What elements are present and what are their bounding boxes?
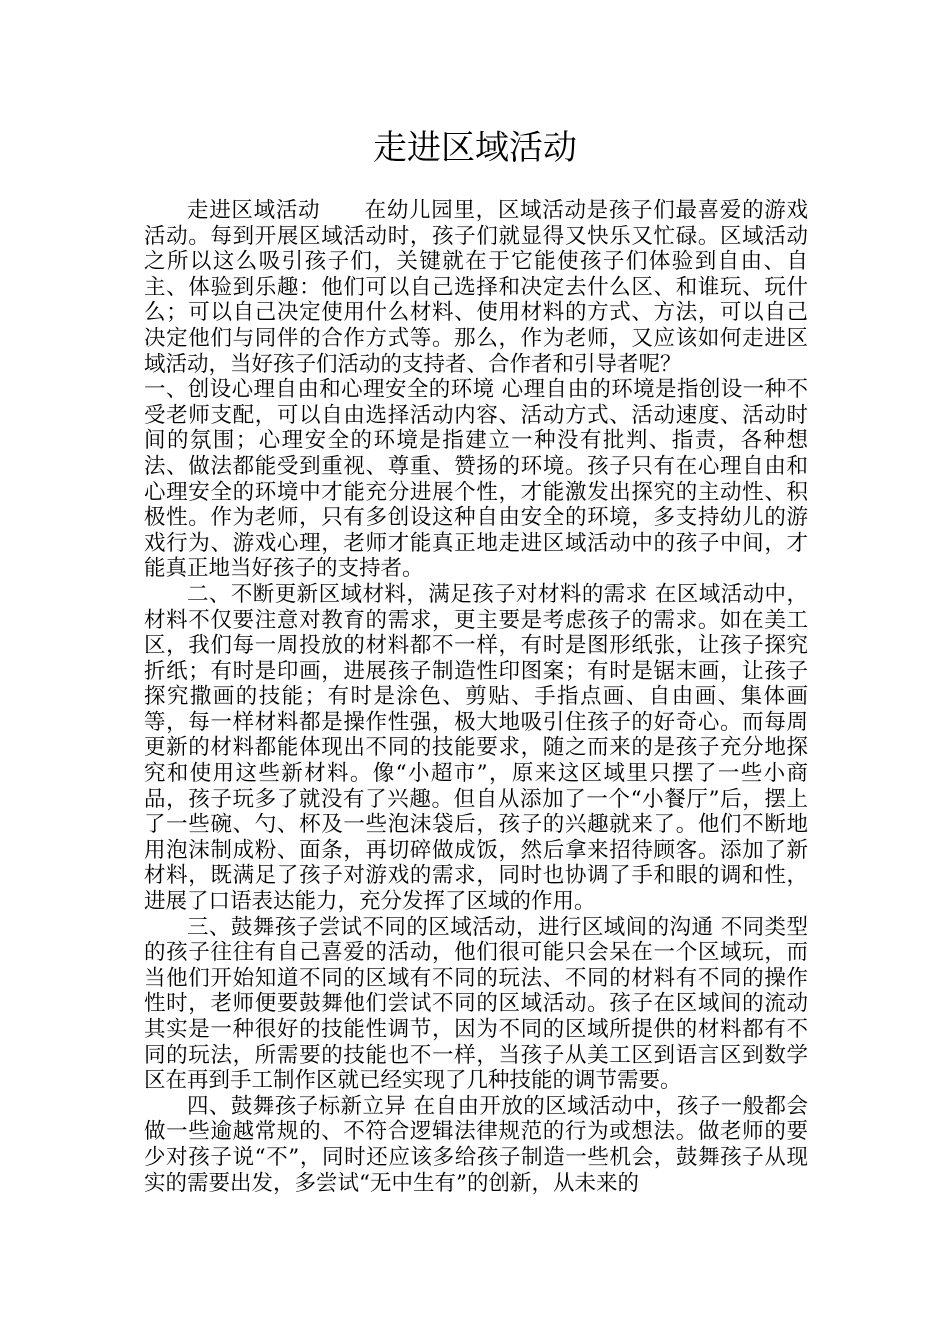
paragraph-intro: 走进区域活动 在幼儿园里，区域活动是孩子们最喜爱的游戏活动。每到开展区域活动时，孩子们就显得又快乐又忙碌。区域活动之所以这么吸引孩子们，关键就在于它能使孩子们体验到自由、自主、体验到乐趣：他们可以自己选择和决定去什么区、和谁玩、玩什么；可以自己决定使用什么材料、使用材料的方式、方法，可以自己决定他们与同伴的合作方式等。那么，作为老师，又应该如何走进区域活动，当好孩子们活动的支持者、合作者和引导者呢？ bbox=[144, 198, 808, 377]
paragraph-section-1: 一、创设心理自由和心理安全的环境 心理自由的环境是指创设一种不受老师支配，可以自由选择活动内容、活动方式、活动速度、活动时间的氛围；心理安全的环境是指建立一种没有批判、指责，各种想法、做法都能受到重视、尊重、赞扬的环境。孩子只有在心理自由和心理安全的环境中才能充分进展个性，才能激发出探究的主动性、积极性。作为老师，只有多创设这种自由安全的环境，多支持幼儿的游戏行为、游戏心理，老师才能真正地走进区域活动中的孩子中间，才能真正地当好孩子的支持者。 bbox=[144, 377, 808, 582]
paragraph-section-3: 三、鼓舞孩子尝试不同的区域活动，进行区域间的沟通 不同类型的孩子往往有自己喜爱的活动，他们很可能只会呆在一个区域玩，而当他们开始知道不同的区域有不同的玩法、不同的材料有不同的操作性时，老师便要鼓舞他们尝试不同的区域活动。孩子在区域间的流动其实是一种很好的技能性调节，因为不同的区域所提供的材料都有不同的玩法，所需要的技能也不一样，当孩子从美工区到语言区到数学区在再到手工制作区就已经实现了几种技能的调节需要。 bbox=[144, 914, 808, 1094]
paragraph-section-4: 四、鼓舞孩子标新立异 在自由开放的区域活动中，孩子一般都会做一些逾越常规的、不符合逻辑法律规范的行为或想法。做老师的要少对孩子说“不”，同时还应该多给孩子制造一些机会，鼓舞孩子从现实的需要出发，多尝试“无中生有”的创新，从未来的 bbox=[144, 1093, 808, 1196]
document-body bbox=[144, 198, 808, 1196]
paragraph-section-2: 二、不断更新区域材料，满足孩子对材料的需求 在区域活动中，材料不仅要注意对教育的需求，更主要是考虑孩子的需求。如在美工区，我们每一周投放的材料都不一样，有时是图形纸张，让孩子探究折纸；有时是印画，进展孩子制造性印图案；有时是锯末画，让孩子探究撒画的技能；有时是涂色、剪贴、手指点画、自由画、集体画等，每一样材料都是操作性强，极大地吸引住孩子的好奇心。而每周更新的材料都能体现出不同的技能要求，随之而来的是孩子充分地探究和使用这些新材料。像“小超市”，原来这区域里只摆了一些小商品，孩子玩多了就没有了兴趣。但自从添加了一个“小餐厅”后，摆上了一些碗、勺、杯及一些泡沫袋后，孩子的兴趣就来了。他们不断地用泡沫制成粉、面条，再切碎做成饭，然后拿来招待顾客。添加了新材料，既满足了孩子对游戏的需求，同时也协调了手和眼的调和性，进展了口语表达能力，充分发挥了区域的作用。 bbox=[144, 581, 808, 915]
document-title: 走进区域活动 bbox=[373, 128, 577, 168]
